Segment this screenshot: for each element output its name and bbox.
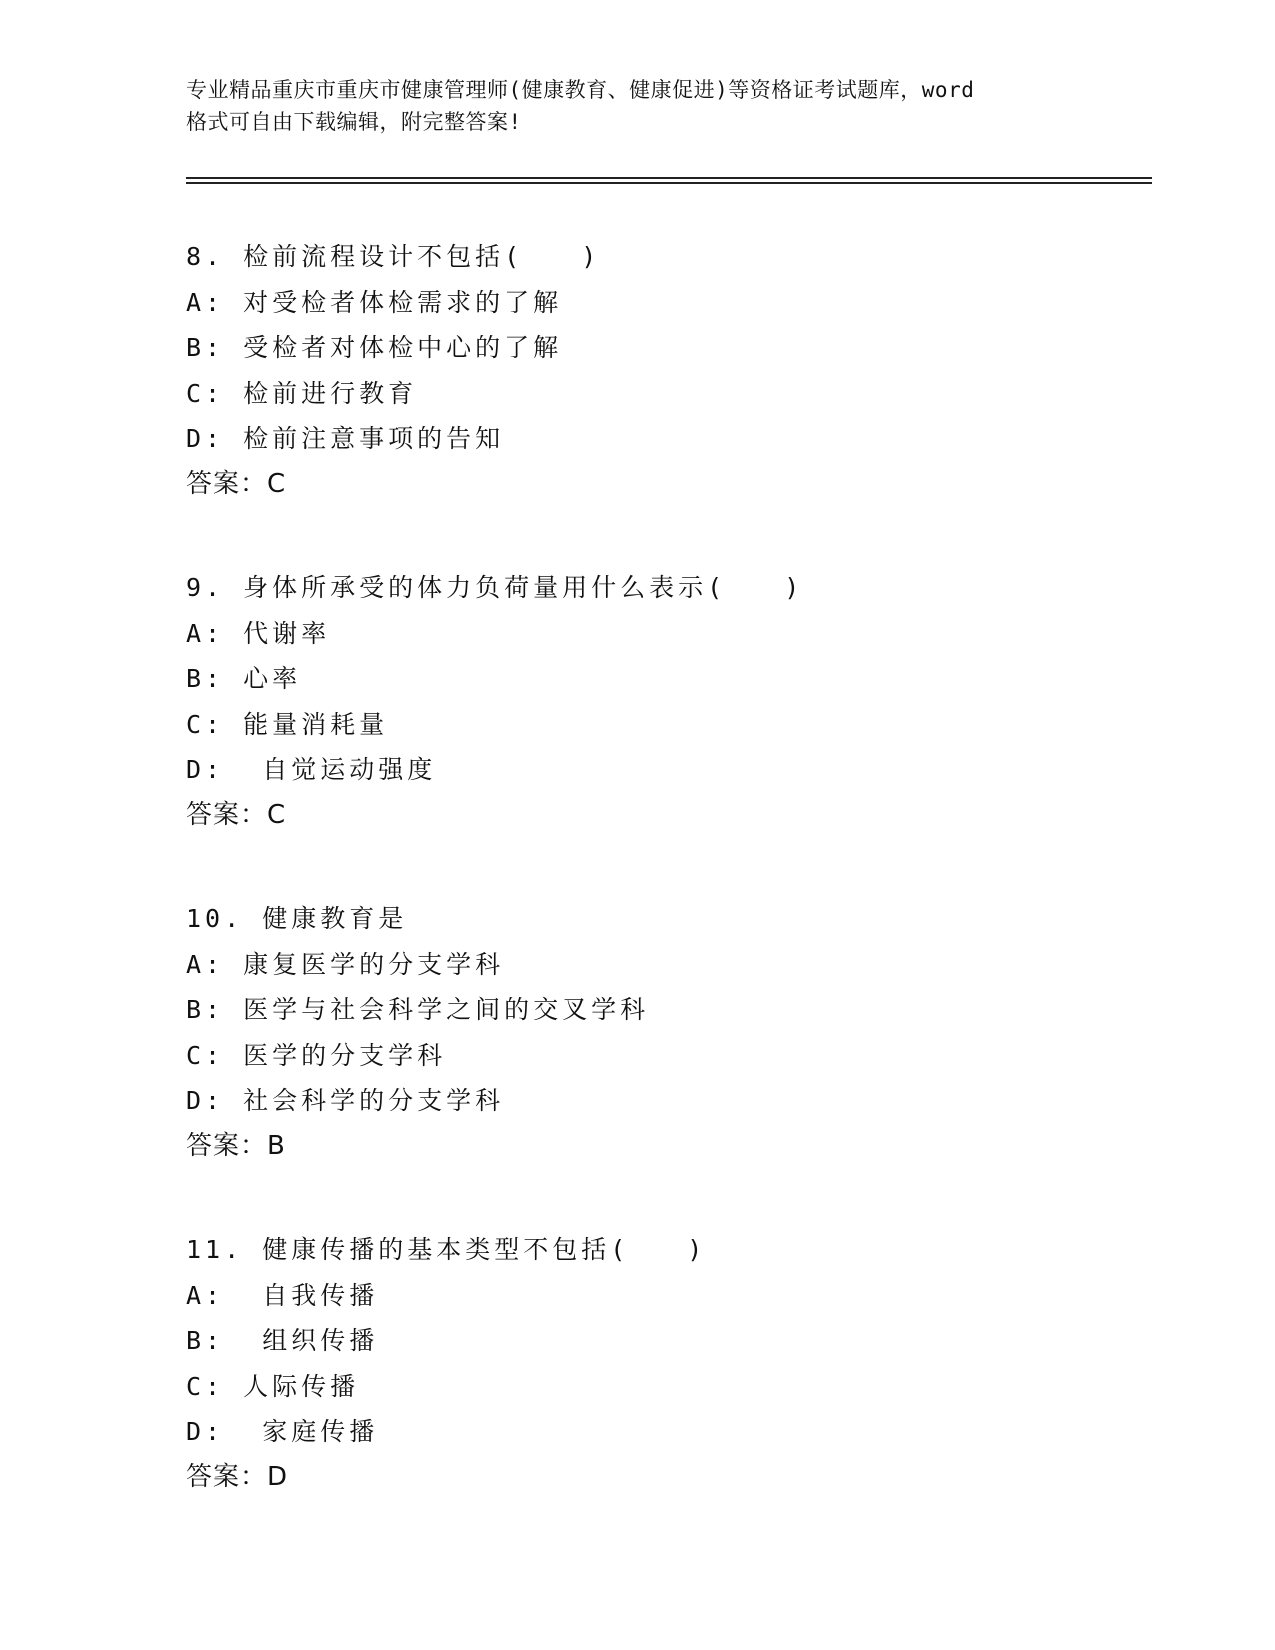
option-c (186, 1033, 1146, 1079)
question-10 (186, 896, 1146, 1169)
option-text: 医学与社会科学之间的交叉学科 (243, 995, 650, 1024)
question-stem (186, 565, 1146, 611)
option-c (186, 1364, 1146, 1410)
question-number: 11. (186, 1235, 244, 1264)
header-line-1: 专业精品重庆市重庆市健康管理师(健康教育、健康促进)等资格证考试题库，word (186, 78, 975, 102)
header-divider-bottom (186, 182, 1152, 184)
option-text: 人际传播 (243, 1371, 360, 1401)
question-list (186, 234, 1146, 1558)
option-text: 受检者对体检中心的了解 (243, 333, 563, 362)
option-key: D: (186, 424, 225, 453)
option-text: 对受检者体检需求的了解 (243, 287, 563, 317)
option-d (186, 416, 1146, 462)
question-stem (186, 1227, 1146, 1273)
option-key: C: (186, 1371, 225, 1401)
option-key: C: (186, 709, 225, 739)
option-key: C: (186, 378, 225, 408)
option-a (186, 280, 1146, 326)
question-text: 检前流程设计不包括( ) (243, 242, 601, 271)
document-header (186, 74, 1086, 138)
option-text: 能量消耗量 (243, 709, 389, 739)
question-stem (186, 896, 1146, 942)
question-text: 健康传播的基本类型不包括( ) (262, 1235, 707, 1264)
option-key: B: (186, 995, 225, 1024)
question-number: 10. (186, 904, 244, 933)
option-key: D: (186, 1417, 225, 1446)
question-text: 身体所承受的体力负荷量用什么表示( ) (243, 573, 804, 602)
option-key: D: (186, 1086, 225, 1115)
question-8 (186, 234, 1146, 507)
option-d (186, 1409, 1146, 1455)
question-number: 8. (186, 242, 225, 271)
option-text: 家庭传播 (243, 1417, 379, 1446)
option-text: 组织传播 (243, 1326, 379, 1355)
option-text: 自觉运动强度 (243, 755, 437, 784)
option-text: 检前进行教育 (243, 378, 418, 408)
option-text: 医学的分支学科 (243, 1040, 447, 1070)
header-divider-top (186, 177, 1152, 179)
option-key: A: (186, 618, 225, 648)
option-key: C: (186, 1040, 225, 1070)
option-b (186, 987, 1146, 1033)
option-key: B: (186, 333, 225, 362)
option-text: 心率 (243, 664, 302, 693)
header-line-2: 格式可自由下载编辑，附完整答案! (186, 110, 522, 134)
option-b (186, 1318, 1146, 1364)
answer-line: 答案：B (186, 1130, 286, 1161)
option-c (186, 702, 1146, 748)
option-a (186, 1273, 1146, 1319)
option-b (186, 656, 1146, 702)
option-key: A: (186, 287, 225, 317)
option-c (186, 371, 1146, 417)
option-a (186, 611, 1146, 657)
option-a (186, 942, 1146, 988)
question-text: 健康教育是 (262, 904, 408, 933)
option-text: 康复医学的分支学科 (243, 949, 505, 979)
option-key: A: (186, 949, 225, 979)
option-d (186, 747, 1146, 793)
question-11 (186, 1227, 1146, 1500)
option-key: B: (186, 1326, 225, 1355)
question-number: 9. (186, 573, 225, 602)
answer-line: 答案：C (186, 468, 287, 499)
option-text: 代谢率 (243, 618, 331, 648)
question-9 (186, 565, 1146, 838)
option-d (186, 1078, 1146, 1124)
question-stem (186, 234, 1146, 280)
option-text: 自我传播 (243, 1280, 379, 1310)
option-key: A: (186, 1280, 225, 1310)
answer-line: 答案：D (186, 1461, 289, 1492)
answer-line: 答案：C (186, 799, 287, 830)
option-text: 检前注意事项的告知 (243, 424, 505, 453)
option-b (186, 325, 1146, 371)
option-key: D: (186, 755, 225, 784)
option-text: 社会科学的分支学科 (243, 1086, 505, 1115)
option-key: B: (186, 664, 225, 693)
